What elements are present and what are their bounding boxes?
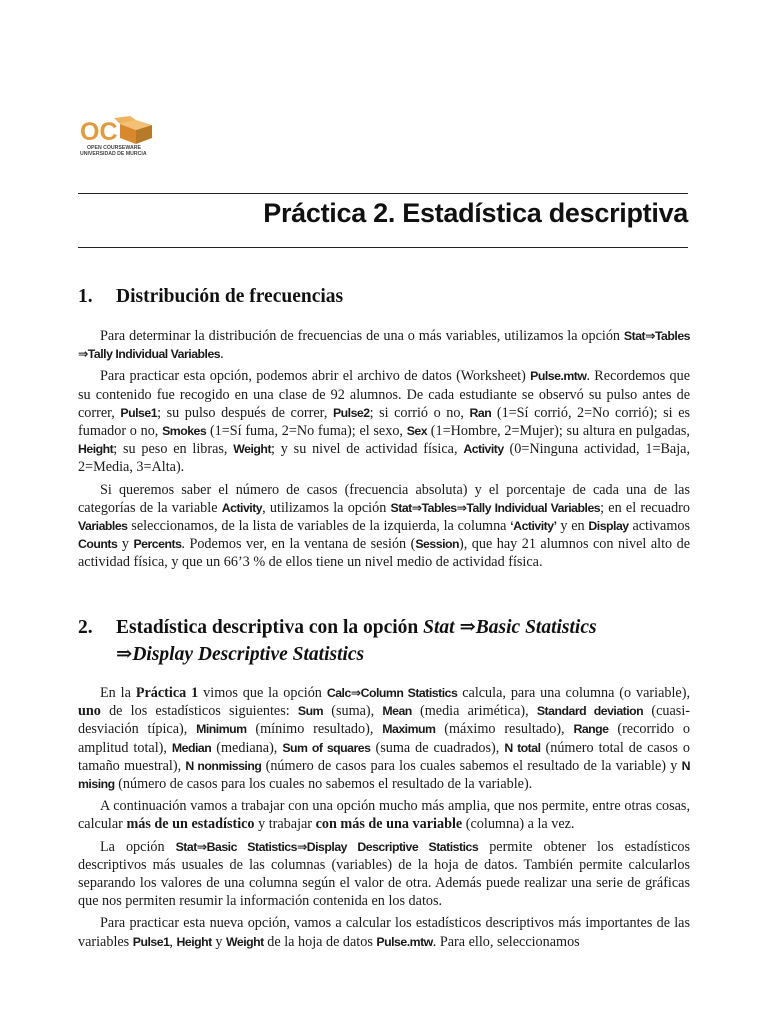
section-2-body — [78, 684, 690, 955]
section-2-heading: 2. Estadística descriptiva con la opción Stat ⇒Basic Statistics ⇒Display Descriptive Statistics — [78, 614, 690, 668]
paragraph: En la Práctica 1 vimos que la opción Calc⇒Column Statistics calcula, para una columna (o variable), uno de los estadísticos siguientes: Sum (suma), Mean (media arimética), Standard deviation (cuasi-desviación típica), Minimum (mínimo resultado), Maximum (máximo resultado), Range (recorrido o amplitud total), Median (mediana), Sum of squares (suma de cuadrados), N total (número total de casos o tamaño muestral), N nonmissing (número de casos para los cuales sabemos el resultado de la variable) y N mising (número de casos para los cuales no sabemos el resultado de la variable). — [78, 685, 690, 793]
menu-path: Stat⇒Basic Statistics⇒Display Descriptive Statistics — [175, 839, 479, 854]
logo-line1: OPEN COURSEWARE — [87, 145, 141, 151]
file-name: Pulse.mtw — [376, 934, 433, 949]
page-title: Práctica 2. Estadística descriptiva — [263, 198, 688, 228]
bottom-rule — [78, 247, 688, 248]
section-number: 1. — [78, 286, 93, 307]
menu-path: Calc⇒Column Statistics — [326, 686, 458, 700]
logo-line2: UNIVERSIDAD DE MURCIA — [80, 151, 147, 157]
paragraph: Para practicar esta opción, podemos abrir el archivo de datos (Worksheet) Pulse.mtw. Recordemos que su contenido fue recogido en una clase de 92 alumnos. De cada estudiante se observó su pulso antes de correr, Pulse1; su pulso después de correr, Pulse2; si corrió o no, Ran (1=Sí corrió, 2=No corrió); si es fumador o no, Smokes (1=Sí fuma, 2=No fuma); el sexo, Sex (1=Hombre, 2=Mujer); su altura en pulgadas, Height; su peso en libras, Weight; y su nivel de actividad física, Activity (0=Ninguna actividad, 1=Baja, 2=Media, 3=Alta). — [78, 368, 691, 476]
paragraph: A continuación vamos a trabajar con una opción mucho más amplia, que nos permite, entre otras cosas, calcular más de un estadístico y trabajar con más de una variable (columna) a la vez. — [78, 798, 690, 833]
section-title: Distribución de frecuencias — [116, 286, 344, 307]
paragraph: Para determinar la distribución de frecuencias de una o más variables, utilizamos la opción Stat⇒Tables ⇒Tally Individual Variables. — [78, 328, 690, 363]
menu-path: Stat ⇒Basic Statistics — [423, 617, 597, 638]
section-1-heading — [78, 283, 690, 310]
paragraph: Para practicar esta nueva opción, vamos a calcular los estadísticos descriptivos más importantes de las variables Pulse1, Height y Weight de la hoja de datos Pulse.mtw. Para ello, seleccionamos — [78, 915, 690, 950]
box-icon — [114, 116, 152, 144]
section-1-body — [78, 327, 690, 576]
file-name: Pulse.mtw — [530, 369, 587, 384]
menu-path: Stat⇒Tables⇒Tally Individual Variables — [390, 500, 601, 515]
opencourseware-logo — [78, 116, 160, 158]
top-rule — [78, 193, 688, 194]
paragraph: Si queremos saber el número de casos (frecuencia absoluta) y el porcentaje de cada una de las categorías de la variable Activity, utilizamos la opción Stat⇒Tables⇒Tally Individual Variables; en el recuadro Variables seleccionamos, de la lista de variables de la izquierda, la columna ‘Activity’ y en Display activamos Counts y Percents. Podemos ver, en la ventana de sesión (Session), que hay 21 alumnos con nivel alto de actividad física, y que un 66’3 % de ellos tiene un nivel medio de actividad física. — [78, 481, 691, 571]
paragraph: La opción Stat⇒Basic Statistics⇒Display Descriptive Statistics permite obtener los estadísticos descriptivos más usuales de las columnas (variables) de la hoja de datos. También permite calcularlos separando los valores de una columna según el valor de otra. Además puede realizar una serie de gráficas que nos permiten resumir la información contenida en los datos. — [78, 838, 691, 910]
menu-path: Stat⇒Tables ⇒Tally Individual Variables — [78, 329, 690, 362]
menu-path: ⇒Display Descriptive Statistics — [116, 644, 365, 665]
logo-mark: OC — [80, 118, 118, 146]
section-number: 2. — [78, 617, 93, 638]
